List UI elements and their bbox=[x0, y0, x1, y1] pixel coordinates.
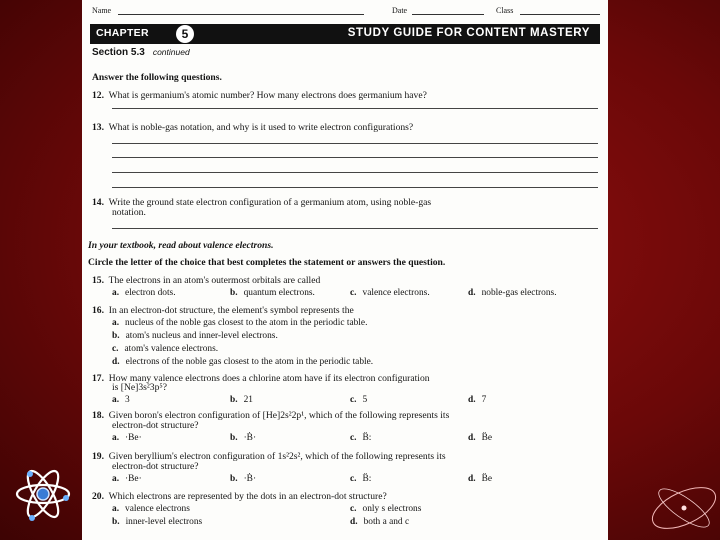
chapter-banner bbox=[90, 24, 600, 44]
class-line bbox=[520, 14, 600, 15]
option-d[interactable]: d. both a and c bbox=[350, 517, 410, 527]
option-c[interactable]: c. only s electrons bbox=[350, 504, 422, 514]
option-b[interactable]: b. inner-level electrons bbox=[112, 517, 203, 527]
option-d[interactable]: d. B̈e bbox=[468, 433, 492, 443]
name-line bbox=[118, 14, 364, 15]
question-15: 15. The electrons in an atom's outermost orbitals are called bbox=[92, 275, 321, 286]
question-17: 17. How many valence electrons does a chlorine atom have if its electron configuration bbox=[92, 373, 430, 384]
option-b[interactable]: b. quantum electrons. bbox=[230, 288, 315, 298]
option-d[interactable]: d. B̈e bbox=[468, 474, 492, 484]
option-c[interactable]: c. atom's valence electrons. bbox=[112, 344, 219, 354]
option-c[interactable]: c. valence electrons. bbox=[350, 288, 430, 298]
class-label: Class bbox=[496, 6, 514, 15]
answer-line[interactable] bbox=[112, 228, 598, 229]
name-label: Name bbox=[92, 6, 112, 15]
question-20: 20. Which electrons are represented by the dots in an electron-dot structure? bbox=[92, 491, 387, 502]
option-c[interactable]: c. 5 bbox=[350, 395, 368, 405]
option-d[interactable]: d. 7 bbox=[468, 395, 487, 405]
chapter-number: 5 bbox=[176, 25, 194, 43]
worksheet-page bbox=[82, 0, 608, 540]
option-a[interactable]: a. valence electrons bbox=[112, 504, 190, 514]
orbit-decoration-icon bbox=[640, 468, 720, 540]
option-a[interactable]: a. electron dots. bbox=[112, 288, 176, 298]
question-13: 13. What is noble-gas notation, and why is it used to write electron configurations? bbox=[92, 122, 414, 133]
instruction-textbook: In your textbook, read about valence electrons. bbox=[88, 240, 274, 251]
instruction-answer: Answer the following questions. bbox=[92, 72, 222, 83]
option-d[interactable]: d. noble-gas electrons. bbox=[468, 288, 557, 298]
answer-line[interactable] bbox=[112, 172, 598, 173]
answer-line[interactable] bbox=[112, 143, 598, 144]
instruction-circle: Circle the letter of the choice that best completes the statement or answers the question. bbox=[88, 257, 446, 268]
question-12: 12. What is germanium's atomic number? How many electrons does germanium have? bbox=[92, 90, 427, 101]
option-c[interactable]: c. B̈: bbox=[350, 433, 372, 443]
question-18: 18. Given boron's electron configuration of [He]2s²2p¹, which of the following represents its bbox=[92, 410, 450, 421]
option-c[interactable]: c. B̈: bbox=[350, 474, 372, 484]
question-19: 19. Given beryllium's electron configuration of 1s²2s², which of the following represents its bbox=[92, 451, 446, 462]
option-a[interactable]: a. 3 bbox=[112, 395, 130, 405]
option-b[interactable]: b. ·Ḃ· bbox=[230, 474, 257, 484]
option-a[interactable]: a. ·Be· bbox=[112, 474, 142, 484]
option-b[interactable]: b. ·Ḃ· bbox=[230, 433, 257, 443]
question-16: 16. In an electron-dot structure, the element's symbol represents the bbox=[92, 305, 354, 316]
continued-label: continued bbox=[152, 47, 190, 57]
question-17-cont: is [Ne]3s²3p⁵? bbox=[112, 382, 167, 393]
option-b[interactable]: b. 21 bbox=[230, 395, 253, 405]
section-heading: Section 5.3 continued bbox=[92, 47, 190, 58]
answer-line[interactable] bbox=[112, 187, 598, 188]
banner-title: STUDY GUIDE FOR CONTENT MASTERY bbox=[347, 27, 590, 39]
date-line bbox=[412, 14, 484, 15]
atom-icon bbox=[14, 458, 72, 530]
date-label: Date bbox=[392, 6, 408, 15]
option-d[interactable]: d. electrons of the noble gas closest to the atom in the periodic table. bbox=[112, 357, 374, 367]
question-18-cont: electron-dot structure? bbox=[112, 420, 199, 431]
chapter-label: CHAPTER bbox=[96, 27, 149, 39]
option-a[interactable]: a. ·Be· bbox=[112, 433, 142, 443]
answer-line[interactable] bbox=[112, 108, 598, 109]
question-14: 14. Write the ground state electron configuration of a germanium atom, using noble-gas bbox=[92, 197, 432, 208]
option-a[interactable]: a. nucleus of the noble gas closest to the atom in the periodic table. bbox=[112, 318, 368, 328]
question-14-cont: notation. bbox=[112, 207, 146, 218]
page-header bbox=[92, 6, 600, 16]
question-19-cont: electron-dot structure? bbox=[112, 461, 199, 472]
answer-line[interactable] bbox=[112, 157, 598, 158]
option-b[interactable]: b. atom's nucleus and inner-level electrons. bbox=[112, 331, 278, 341]
